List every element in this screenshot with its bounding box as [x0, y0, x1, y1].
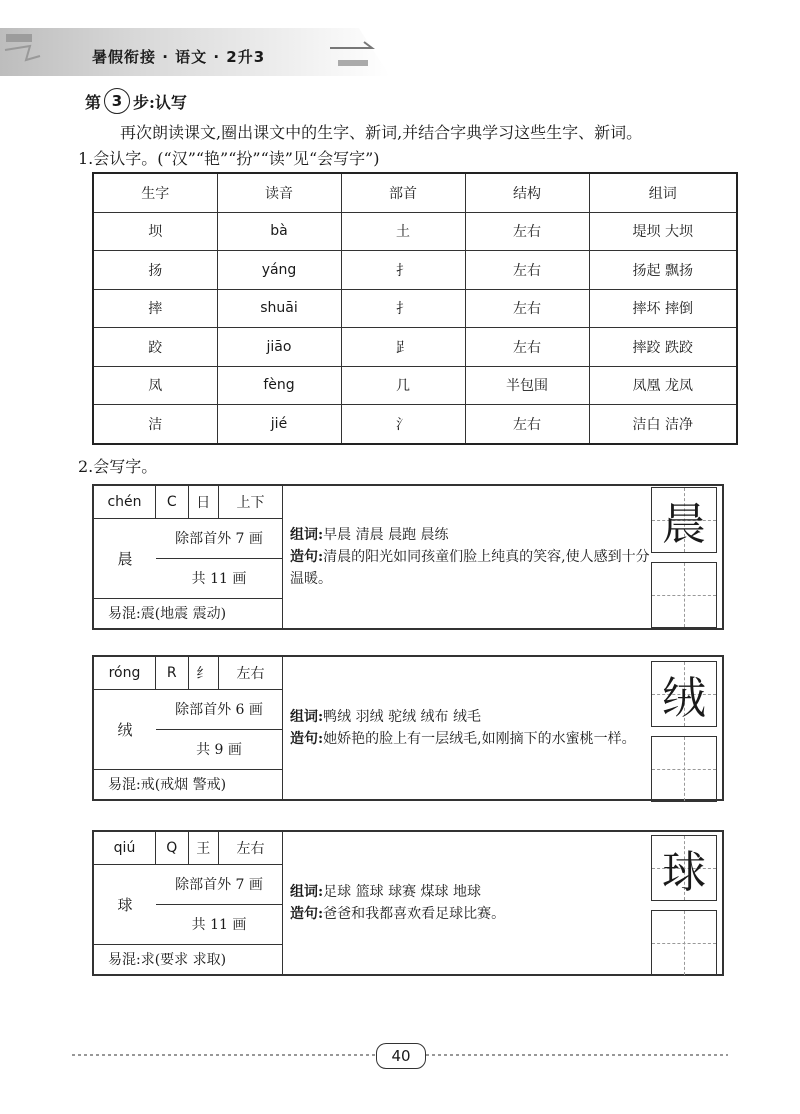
cell-words: 扬起 飘扬	[589, 251, 737, 290]
card-letter: Q	[156, 832, 188, 864]
card-stroke-row	[94, 864, 282, 945]
cell-radical: 几	[341, 366, 465, 405]
page-number: 40	[376, 1043, 426, 1069]
model-char: 绒	[662, 673, 706, 724]
cell-radical: 扌	[341, 251, 465, 290]
cell-radical: 扌	[341, 289, 465, 328]
cell-radical: 𧾷	[341, 328, 465, 367]
card-examples	[290, 657, 650, 799]
table-row	[93, 328, 737, 367]
card-pinyin: chén	[94, 486, 156, 518]
cell-pinyin: jié	[217, 405, 341, 444]
section1-label: 1.会认字。(“汉”“艳”“扮”“读”见“会写字”)	[78, 149, 380, 168]
card-char: 晨	[117, 549, 133, 568]
cell-structure: 左右	[465, 405, 589, 444]
writing-grid-model	[651, 661, 717, 727]
card-meta-row	[94, 486, 282, 519]
card-structure: 左右	[236, 841, 265, 857]
cell-structure: 左右	[465, 251, 589, 290]
cell-pinyin: shuāi	[217, 289, 341, 328]
cell-char: 坝	[93, 212, 217, 251]
step-title	[85, 88, 187, 114]
table-header: 读音	[217, 173, 341, 212]
card-sentence: 她娇艳的脸上有一层绒毛,如刚摘下的水蜜桃一样。	[323, 731, 636, 747]
writing-grid-model	[651, 487, 717, 553]
table-row	[93, 251, 737, 290]
writing-grid-practice[interactable]	[651, 562, 717, 628]
model-char: 球	[662, 847, 706, 898]
model-char: 晨	[662, 499, 706, 550]
cell-pinyin: bà	[217, 212, 341, 251]
card-char: 球	[117, 895, 133, 914]
words-label: 组词:	[290, 527, 324, 543]
table-row	[93, 405, 737, 444]
card-words: 鸭绒 羽绒 驼绒 绒布 绒毛	[323, 709, 481, 725]
table-header: 生字	[93, 173, 217, 212]
card-radical: 纟	[189, 657, 220, 689]
character-table	[92, 172, 738, 445]
cell-char: 扬	[93, 251, 217, 290]
card-examples	[290, 486, 650, 628]
card-words: 早晨 清晨 晨跑 晨练	[323, 527, 449, 543]
card-stroke-row	[94, 689, 282, 770]
card-words: 足球 篮球 球赛 煤球 地球	[323, 884, 481, 900]
card-strokes-total: 共 9 画	[196, 742, 242, 758]
header-title: 暑假衔接 · 语文 · 2升3	[92, 48, 266, 66]
card-stroke-row	[94, 518, 282, 599]
writing-grid-practice[interactable]	[651, 736, 717, 802]
card-words-line	[290, 706, 650, 728]
card-words-line	[290, 524, 650, 546]
card-letter: R	[156, 657, 188, 689]
writing-grid-model	[651, 835, 717, 901]
sentence-label: 造句:	[290, 906, 324, 922]
card-structure: 左右	[236, 666, 265, 682]
section2-label: 2.会写字。	[78, 457, 158, 476]
cell-pinyin: jiāo	[217, 328, 341, 367]
card-confuse: 易混:震(地震 震动)	[108, 606, 227, 622]
cell-char: 跤	[93, 328, 217, 367]
card-confuse: 易混:戒(戒烟 警戒)	[108, 777, 227, 793]
card-info	[94, 657, 283, 799]
card-strokes-total: 共 11 画	[191, 917, 247, 933]
table-header: 结构	[465, 173, 589, 212]
cell-words: 摔坏 摔倒	[589, 289, 737, 328]
step-number: 3	[104, 88, 130, 114]
sentence-label: 造句:	[290, 549, 324, 565]
cell-pinyin: yáng	[217, 251, 341, 290]
table-header: 组词	[589, 173, 737, 212]
sentence-label: 造句:	[290, 731, 324, 747]
card-structure: 上下	[236, 495, 265, 511]
card-radical: 王	[189, 832, 220, 864]
card-sentence: 清晨的阳光如同孩童们脸上纯真的笑容,使人感到十分温暖。	[290, 549, 650, 587]
char-card-chen	[92, 484, 724, 630]
cell-words: 摔跤 跌跤	[589, 328, 737, 367]
card-radical: 日	[189, 486, 220, 518]
cell-char: 摔	[93, 289, 217, 328]
card-pinyin: qiú	[94, 832, 156, 864]
card-meta-row	[94, 832, 282, 865]
card-confuse: 易混:求(要求 求取)	[108, 952, 227, 968]
char-card-qiu	[92, 830, 724, 976]
card-char: 绒	[117, 720, 133, 739]
card-sentence-line	[290, 546, 650, 590]
card-examples	[290, 832, 650, 974]
cell-structure: 左右	[465, 328, 589, 367]
table-row	[93, 212, 737, 251]
table-header-row	[93, 173, 737, 212]
card-sentence: 爸爸和我都喜欢看足球比赛。	[323, 906, 506, 922]
cell-char: 洁	[93, 405, 217, 444]
cell-char: 凤	[93, 366, 217, 405]
card-sentence-line	[290, 728, 650, 750]
step-prefix: 第	[85, 92, 102, 112]
cell-structure: 左右	[465, 289, 589, 328]
card-info	[94, 832, 283, 974]
card-pinyin: róng	[94, 657, 156, 689]
writing-grid-practice[interactable]	[651, 910, 717, 976]
cell-structure: 左右	[465, 212, 589, 251]
words-label: 组词:	[290, 884, 324, 900]
char-card-rong	[92, 655, 724, 801]
cell-radical: 土	[341, 212, 465, 251]
card-strokes-except: 除部首外 7 画	[156, 864, 282, 905]
intro-text: 再次朗读课文,圈出课文中的生字、新词,并结合字典学习这些生字、新词。	[120, 123, 643, 142]
table-row	[93, 289, 737, 328]
card-letter: C	[156, 486, 188, 518]
step-suffix: 步:认写	[133, 92, 187, 112]
table-header: 部首	[341, 173, 465, 212]
cell-pinyin: fèng	[217, 366, 341, 405]
table-row	[93, 366, 737, 405]
card-info	[94, 486, 283, 628]
cell-words: 洁白 洁净	[589, 405, 737, 444]
card-words-line	[290, 881, 650, 903]
cell-radical: 氵	[341, 405, 465, 444]
card-strokes-except: 除部首外 6 画	[156, 689, 282, 730]
cell-words: 堤坝 大坝	[589, 212, 737, 251]
card-sentence-line	[290, 903, 650, 925]
card-strokes-total: 共 11 画	[191, 571, 247, 587]
card-meta-row	[94, 657, 282, 690]
cell-words: 凤凰 龙凤	[589, 366, 737, 405]
cell-structure: 半包围	[465, 366, 589, 405]
card-strokes-except: 除部首外 7 画	[156, 518, 282, 559]
words-label: 组词:	[290, 709, 324, 725]
